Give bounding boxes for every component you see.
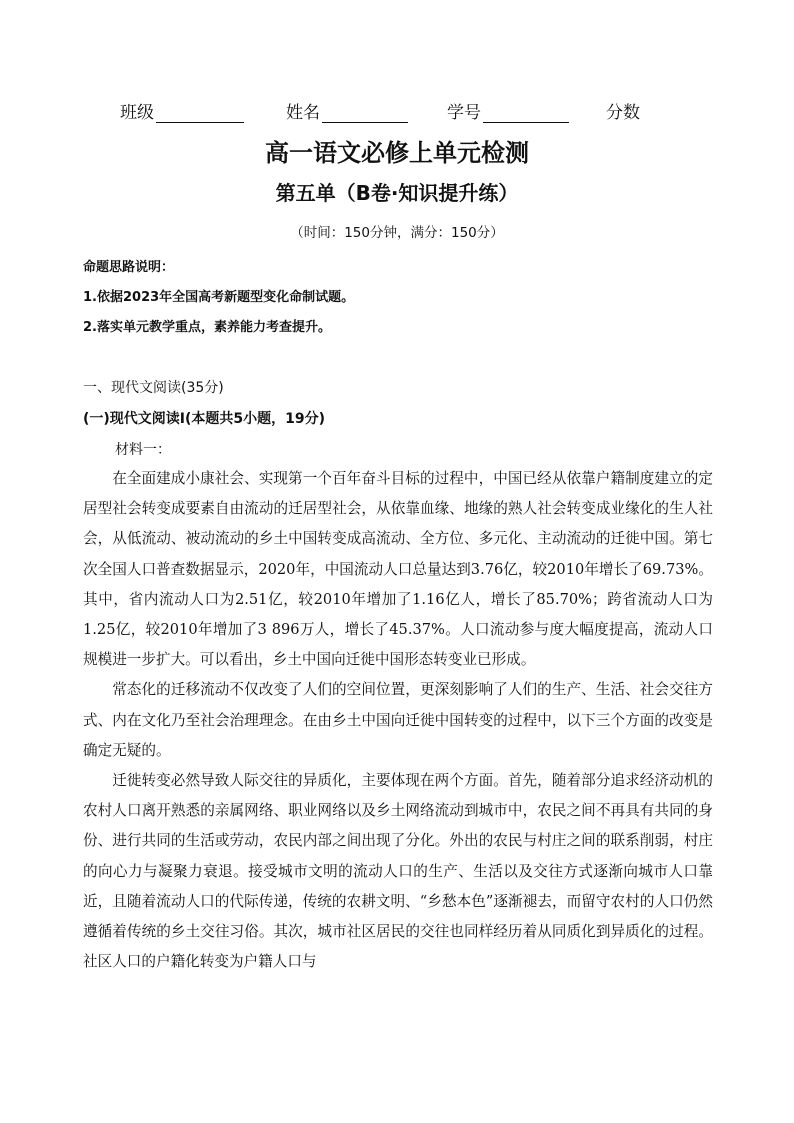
- name-blank[interactable]: [322, 105, 408, 123]
- class-field: [120, 98, 244, 123]
- notes-heading: 命题思路说明：: [83, 260, 175, 275]
- paragraph-2: 常态化的迁移流动不仅改变了人们的空间位置，更深刻影响了人们的生产、生活、社会交往方式、内在文化乃至社会治理理念。在由乡土中国向迁徙中国转变的过程中，以下三个方面的改变是确定无疑的。: [83, 681, 713, 759]
- paragraph-1: 在全面建成小康社会、实现第一个百年奋斗目标的过程中，中国已经从依靠户籍制度建立的定居型社会转变成要素自由流动的迁居型社会，从依靠血缘、地缘的熟人社会转变成业缘化的生人社会，从低流动、被动流动的乡土中国转变成高流动、全方位、多元化、主动流动的迁徙中国。第七次全国人口普查数据显示，2020年，中国流动人口总量达到3.76亿，较2010年增长了69.73%。其中，省内流动人口为2.51亿，较2010年增加了1.16亿人，增长了85.70%；跨省流动人口为1.25亿，较2010年增加了3 896万人，增长了45.37%。人口流动参与度大幅度提高，流动人口规模进一步扩大。可以看出，乡土中国向迁徙中国形态转变业已形成。: [83, 470, 713, 669]
- name-label: 姓名: [286, 103, 320, 123]
- main-title: 高一语文必修上单元检测: [265, 139, 529, 167]
- material-label: 材料一：: [115, 442, 171, 458]
- name-field: [286, 98, 408, 123]
- sub-title: 第五单（B卷·知识提升练）: [275, 181, 519, 205]
- class-blank[interactable]: [156, 105, 244, 123]
- score-label: 分数: [606, 103, 640, 123]
- id-field: [447, 98, 569, 123]
- time-info: （时间：150分钟，满分：150分）: [290, 225, 504, 241]
- id-label: 学号: [447, 103, 481, 123]
- notes-item-1: 1.依据2023年全国高考新题型变化命制试题。: [83, 290, 355, 305]
- student-info-line: [120, 98, 680, 122]
- id-blank[interactable]: [483, 105, 569, 123]
- score-field: [606, 98, 640, 123]
- paragraph-3: 迁徙转变必然导致人际交往的异质化，主要体现在两个方面。首先，随着部分追求经济动机的农村人口离开熟悉的亲属网络、职业网络以及乡土网络流动到城市中，农民之间不再具有共同的身份、进行共同的生活或劳动，农民内部之间出现了分化。外出的农民与村庄之间的联系削弱，村庄的向心力与凝聚力衰退。接受城市文明的流动人口的生产、生活以及交往方式逐渐向城市人口靠近，且随着流动人口的代际传递，传统的农耕文明、“乡愁本色”逐渐褪去，而留守农村的人口仍然遵循着传统的乡土交往习俗。其次，城市社区居民的交往也同样经历着从同质化到异质化的过程。社区人口的户籍化转变为户籍人口与: [83, 772, 713, 971]
- subsection-heading: (一)现代文阅读Ⅰ(本题共5小题，19分): [83, 411, 326, 427]
- article-body: [83, 464, 713, 977]
- section-heading: 一、现代文阅读(35分): [83, 380, 224, 396]
- class-label: 班级: [120, 103, 154, 123]
- notes-item-2: 2.落实单元教学重点，素养能力考查提升。: [83, 320, 331, 335]
